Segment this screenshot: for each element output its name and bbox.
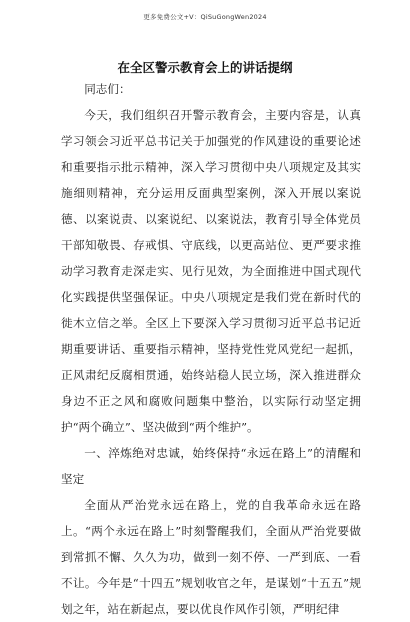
document-body xyxy=(61,76,361,622)
document-title: 在全区警示教育会上的讲话提纲 xyxy=(117,60,293,75)
section-heading: 一、淬炼绝对忠诚，始终保持“永远在路上”的清醒和坚定 xyxy=(61,446,361,486)
body-paragraph: 今天，我们组织召开警示教育会，主要内容是，认真学习领会习近平总书记关于加强党的作风建设的重要论述和重要指示批示精神，深入学习贯彻中央八项规定及其实施细则精神，充分运用反面典型案例，深入开展以案说德、以案说责、以案说纪、以案说法，教育引导全体党员干部知敬畏、存戒惧、守底线，以更高站位、更严要求推动学习教育走深走实、见行见效，为全面推进中国式现代化实践提供坚强保证。中央八项规定是我们党在新时代的徙木立信之举。全区上下要深入学习贯彻习近平总书记近期重要讲话、重要指示精神，坚持党性党风党纪一起抓，正风肃纪反腐相贯通，始终站稳人民立场，深入推进群众身边不正之风和腐败问题集中整治，以实际行动坚定拥护“两个确立”、坚决做到“两个维护”。 xyxy=(61,108,361,434)
section-paragraph: 全面从严治党永远在路上，党的自我革命永远在路上。“两个永远在路上”时刻警醒我们，全面从严治党要做到常抓不懈、久久为功，做到一刻不停、一严到底、一看不让。今年是“十四五”规划收官之年，是谋划“十五五”规划之年，站在新起点，要以优良作风作引领，严明纪律 xyxy=(61,498,361,616)
greeting: 同志们： xyxy=(84,82,131,96)
header-note: 更多免费公文+V：QiSuGongWen2024 xyxy=(143,13,267,21)
